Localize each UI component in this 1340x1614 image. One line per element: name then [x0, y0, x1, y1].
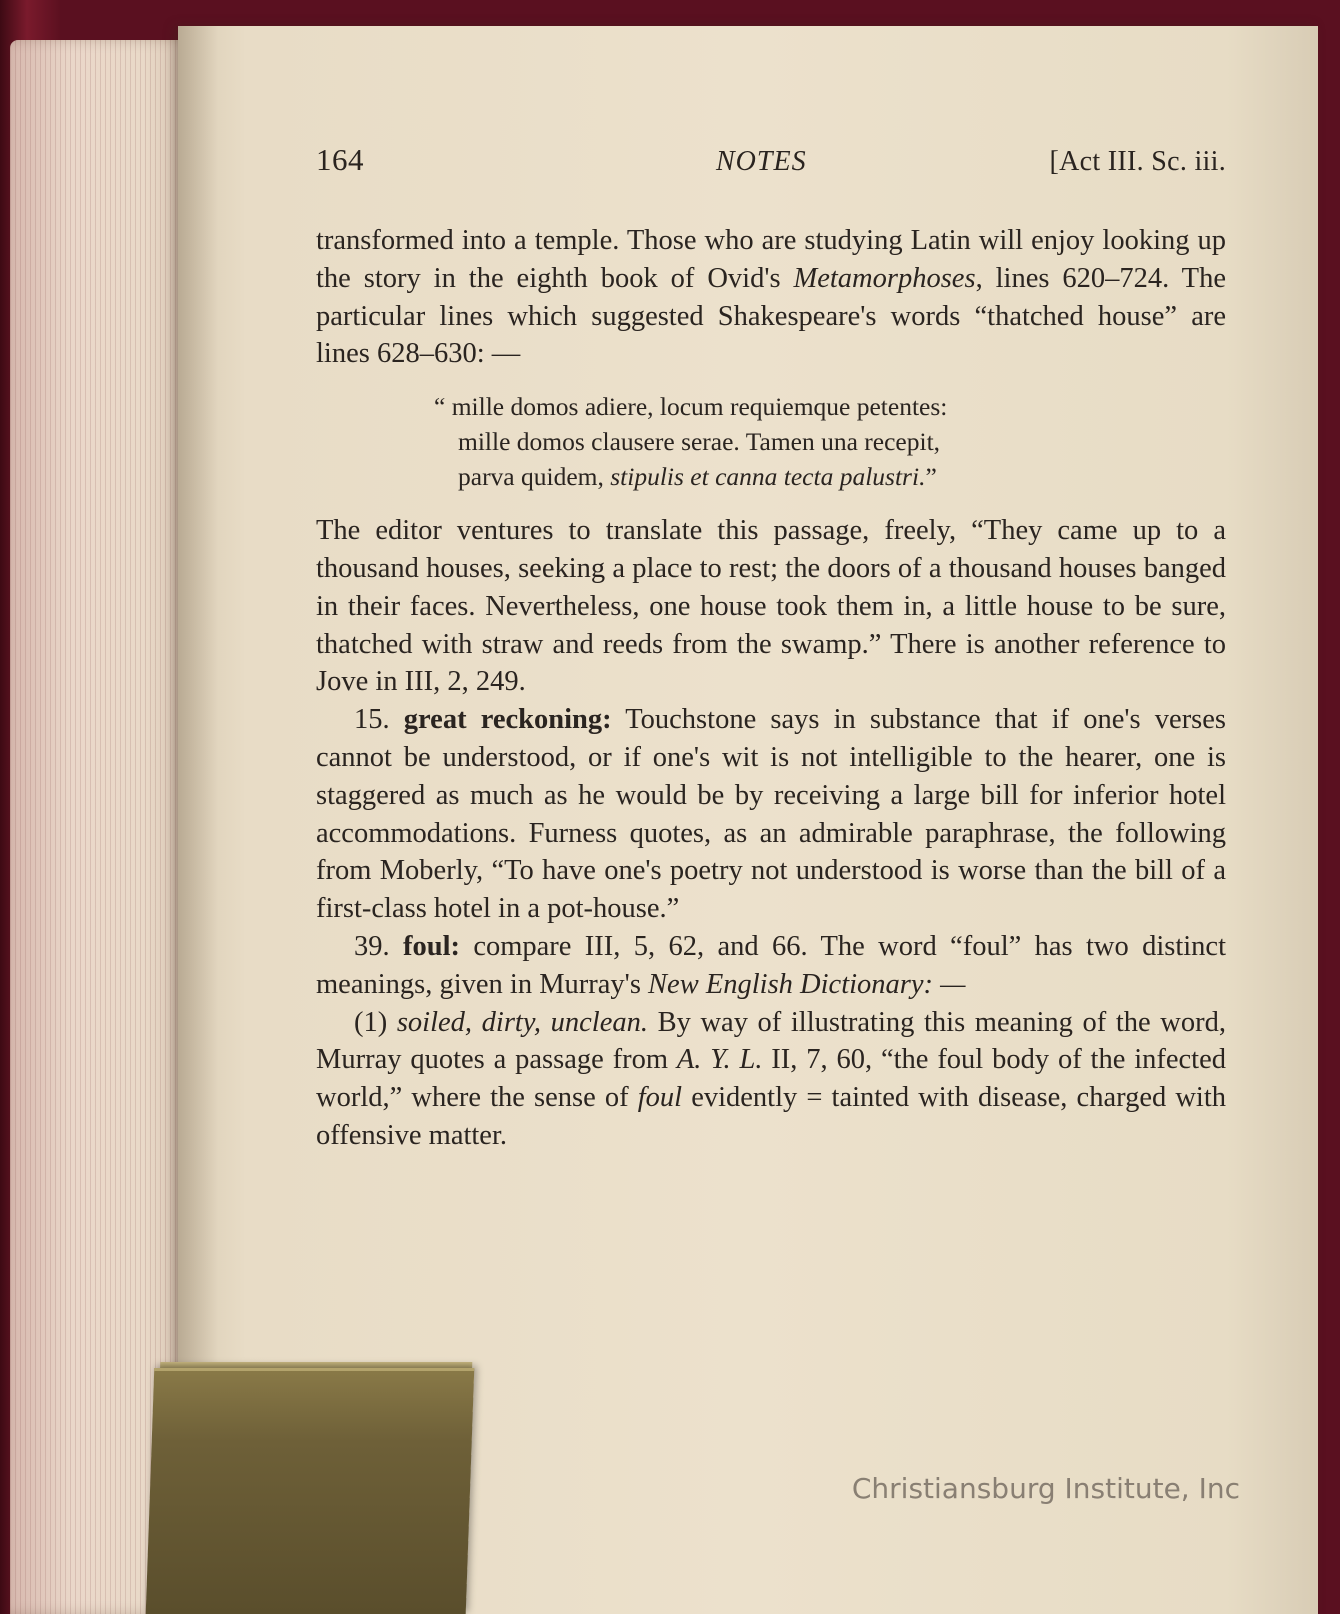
bookmark-clip	[146, 1368, 475, 1614]
note-term: great reckoning:	[403, 704, 612, 736]
quote-close: ”	[925, 462, 937, 492]
meaning-text: By way of illustrating this meaning of the word, Murray quotes a passage from	[316, 1006, 1226, 1076]
latin-quote	[434, 389, 1134, 494]
meaning-text: evidently = tainted with disease, charged with offensive matter.	[316, 1082, 1226, 1151]
note-text: compare III, 5, 62, and 66. The word “foul” has two distinct meanings, given in Murray's	[316, 930, 1226, 1000]
note-number: 39.	[354, 930, 390, 962]
note-39	[316, 928, 1226, 1004]
note-15	[316, 701, 1226, 928]
quote-text: parva quidem,	[458, 462, 611, 492]
paragraph-text: transformed into a temple. Those who are studying Latin will enjoy looking up the story in the eighth book of Ovid's	[316, 225, 1226, 294]
meaning-1	[316, 1004, 1226, 1155]
act-scene-label: [Act III. Sc. iii.	[1049, 146, 1226, 177]
paragraph-translation: The editor ventures to translate this passage, freely, “They came up to a thousand houses, seeking a place to rest; the doors of a thousand houses banged in their faces. Nevertheless, one house took them in, a little house to be sure, thatched with straw and reeds from the swamp.” There is another reference to Jove in III, 2, 249.	[316, 515, 1226, 698]
meaning-text: II, 7, 60, “the foul body of the infected world,” where the sense of	[316, 1044, 1226, 1114]
italic-word: foul	[637, 1082, 683, 1114]
quote-italic: stipulis et canna tecta palustri.	[610, 462, 926, 492]
note-text: Touchstone says in substance that if one's verses cannot be understood, or if one's wit is not intelligible to the hearer, one is staggered as much as he would be by receiving a large bill for inferior hotel accommodations. Furness quotes, as an admirable paraphrase, the following from Moberly, “To have one's poetry not understood is worse than the bill of a first-class hotel in a pot-house.”	[316, 704, 1227, 925]
watermark: Christiansburg Institute, Inc	[851, 1472, 1240, 1505]
quote-line	[434, 459, 1134, 494]
paragraph-ovid	[316, 222, 1226, 373]
book-title: New English Dictionary	[648, 968, 924, 1000]
book-title: Metamorphoses	[793, 262, 976, 294]
quote-line: “ mille domos adiere, locum requiemque petentes:	[434, 392, 948, 422]
note-text: : —	[923, 968, 966, 1000]
running-header	[316, 142, 1226, 182]
paragraph-text: , lines 620–724. The particular lines which suggested Shakespeare's words “thatched house” are lines 628–630: —	[316, 262, 1226, 370]
page-body	[316, 222, 1226, 1155]
section-title: NOTES	[716, 146, 807, 177]
play-reference: A. Y. L.	[676, 1044, 763, 1076]
note-term: foul:	[402, 930, 460, 962]
quote-line: mille domos clausere serae. Tamen una recepit,	[458, 427, 941, 457]
meaning-number: (1)	[354, 1006, 388, 1038]
meaning-definitions: soiled, dirty, unclean.	[396, 1006, 648, 1038]
note-number: 15.	[354, 704, 390, 736]
page-number: 164	[316, 142, 364, 177]
